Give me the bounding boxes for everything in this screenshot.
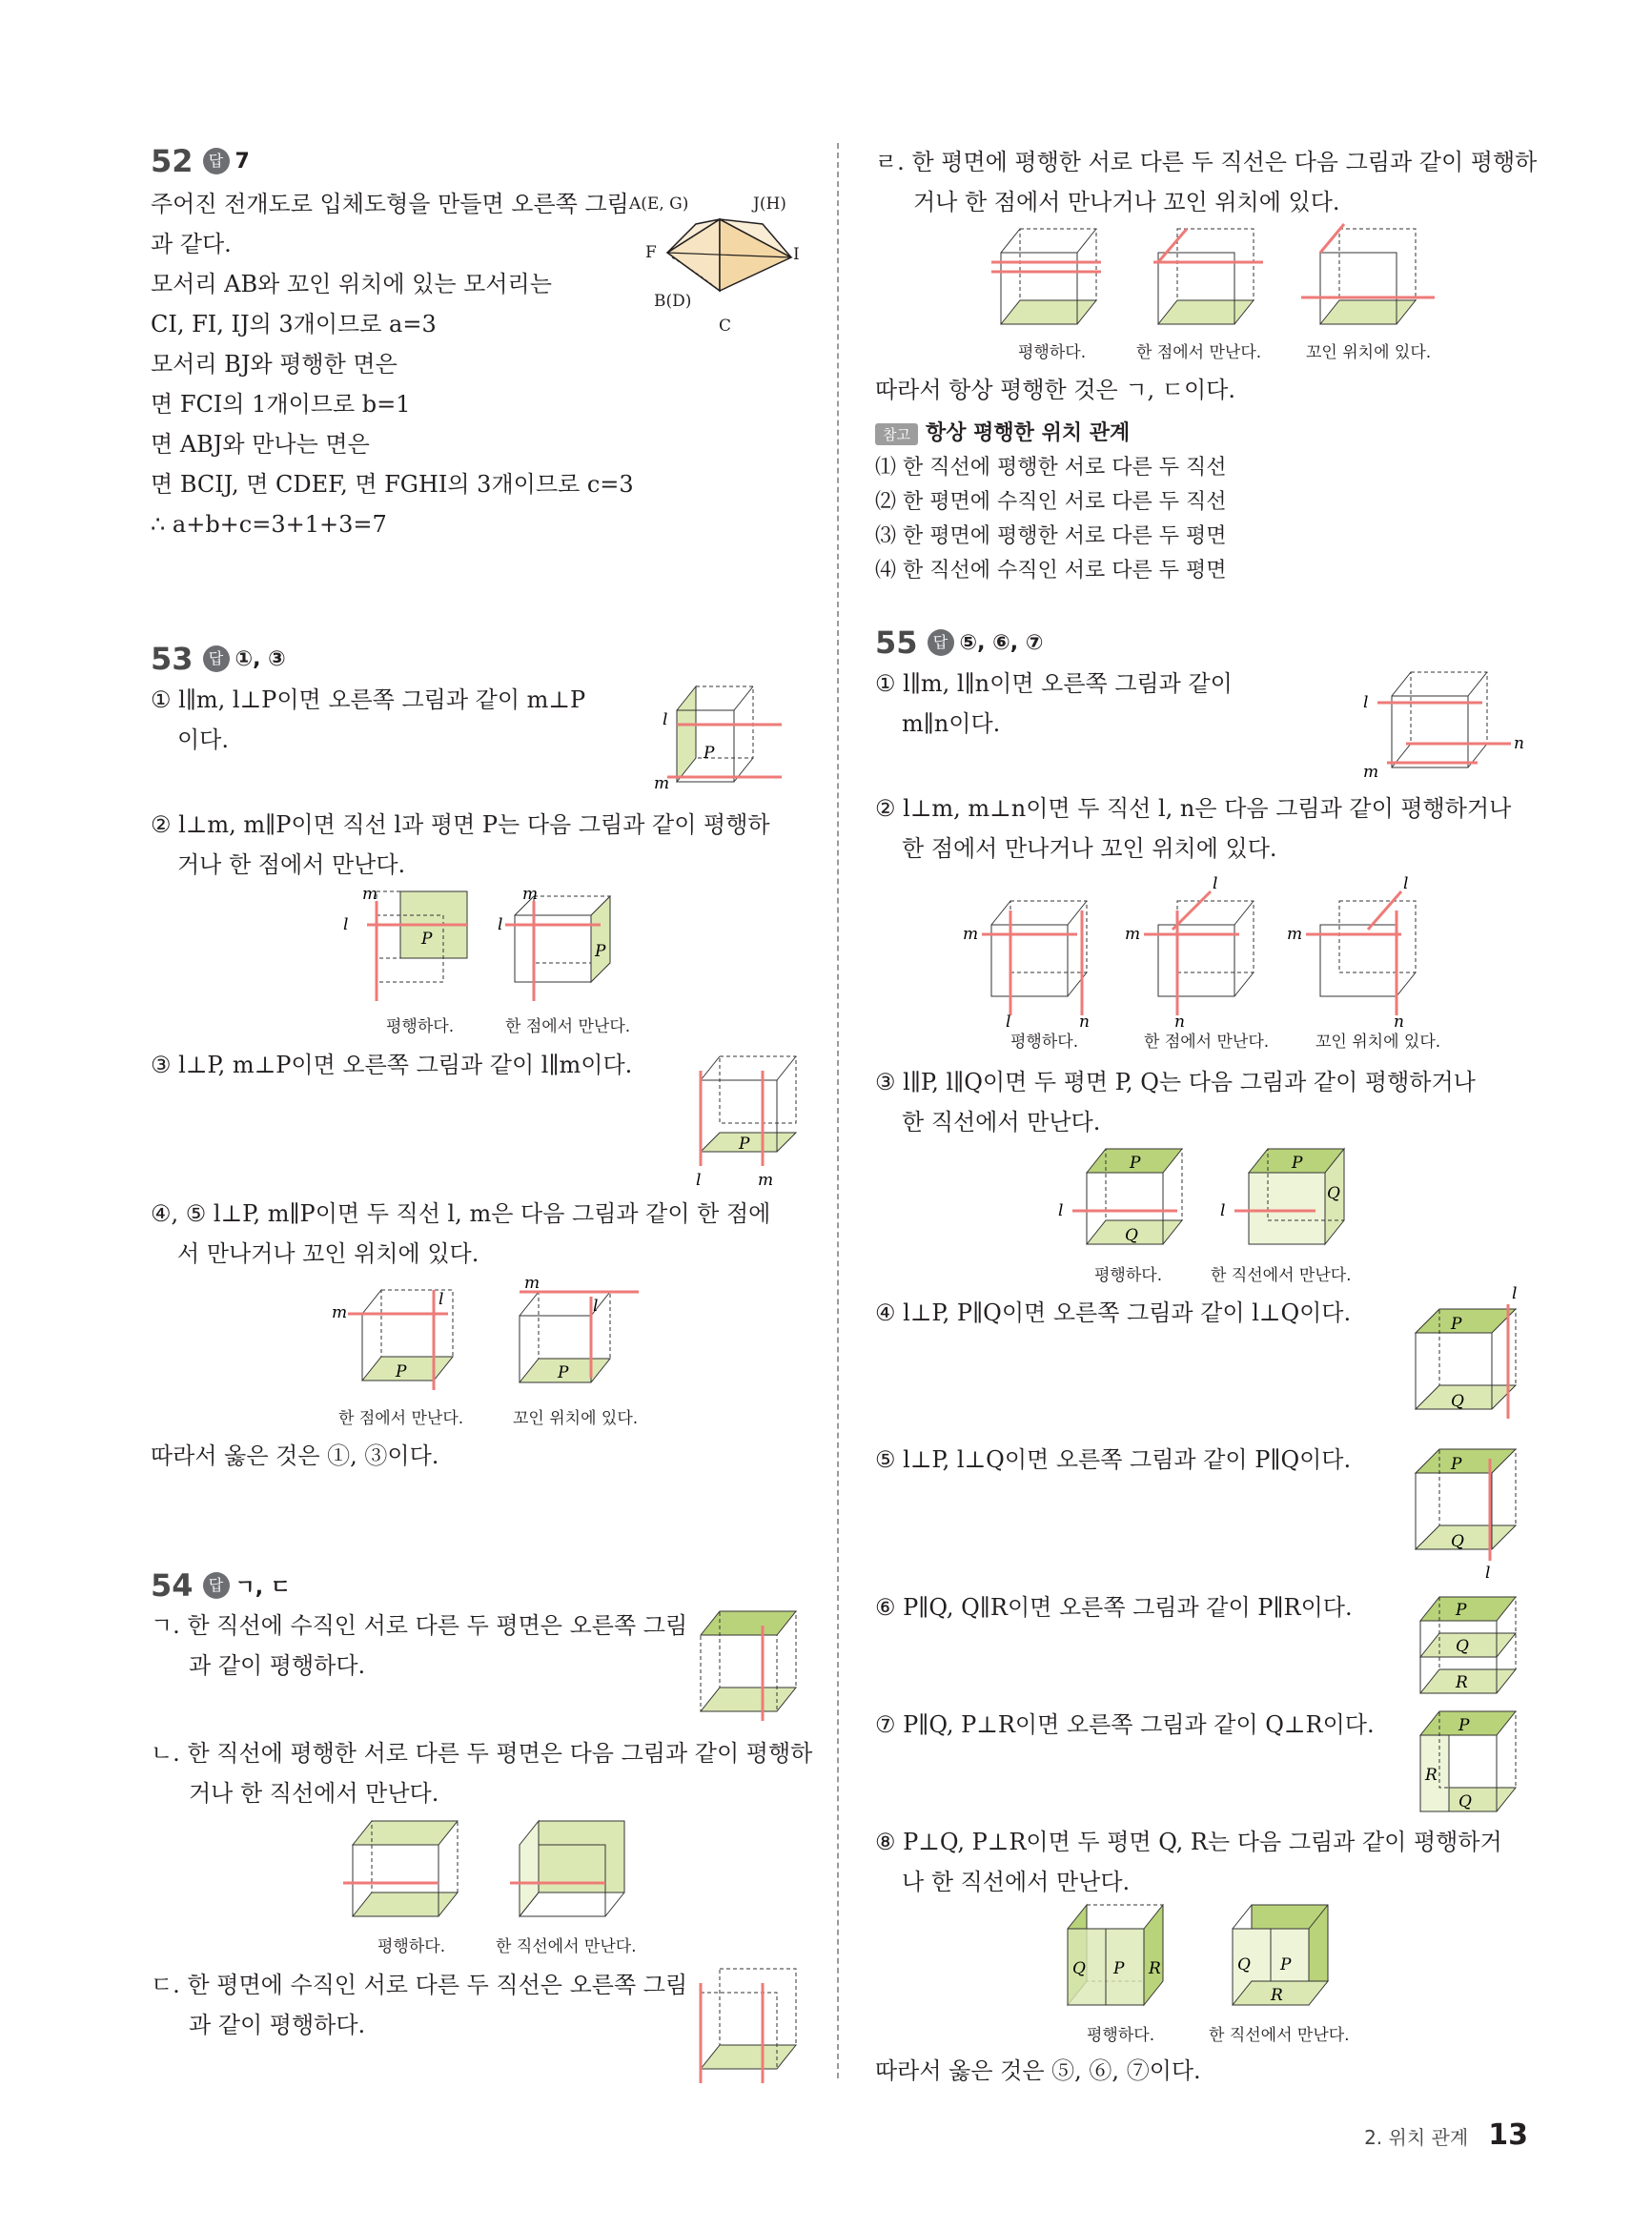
q53-cap-meet-point: 한 점에서 만난다.	[505, 1017, 631, 1036]
q53-fig-1	[654, 682, 810, 796]
q55-fig-8b	[1223, 1905, 1337, 2015]
svg-text:P: P	[1451, 1315, 1462, 1334]
q55-s2-line-2: 한 점에서 만나거나 꼬인 위치에 있다.	[902, 835, 1277, 862]
svg-text:R: R	[1271, 1986, 1283, 2005]
q55-number: 55	[875, 624, 918, 661]
svg-text:m: m	[654, 774, 670, 793]
svg-text:P: P	[1280, 1955, 1292, 1974]
q55-fig-1	[1354, 667, 1525, 782]
svg-text:m: m	[332, 1303, 348, 1322]
svg-text:m: m	[1363, 763, 1379, 782]
q52-line-5: 모서리 BJ와 평행한 면은	[151, 351, 398, 378]
q52-label-i: I	[793, 245, 800, 264]
note-box	[875, 417, 1130, 446]
q55-fig-3a	[1058, 1149, 1192, 1258]
svg-text:m: m	[362, 885, 378, 904]
svg-text:Q: Q	[1456, 1637, 1469, 1656]
q55-s1-line-2: m∥n이다.	[902, 710, 1001, 737]
q54-cap-parallel: 평행하다.	[377, 1937, 446, 1956]
svg-text:P: P	[1130, 1154, 1141, 1173]
q55-s7: ⑦ P∥Q, P⊥R이면 오른쪽 그림과 같이 Q⊥R이다.	[875, 1711, 1375, 1738]
q55-s8-line-2: 나 한 직선에서 만난다.	[902, 1869, 1131, 1895]
q53-cap-skew: 꼬인 위치에 있다.	[513, 1409, 639, 1428]
svg-text:m: m	[522, 885, 539, 904]
q52-label-f: F	[645, 243, 657, 262]
q54-c-line-1: ㄷ. 한 평면에 수직인 서로 다른 두 직선은 오른쪽 그림	[151, 1972, 688, 1998]
q54-fig-c	[691, 1969, 806, 2088]
q54-cap-d-skew: 꼬인 위치에 있다.	[1306, 343, 1432, 362]
svg-text:Q: Q	[1072, 1959, 1086, 1978]
q54-fig-d3	[1301, 229, 1444, 334]
svg-text:P: P	[1451, 1455, 1462, 1474]
q52-line-1: 주어진 전개도로 입체도형을 만들면 오른쪽 그림	[151, 191, 629, 217]
q54-fig-d1	[991, 229, 1115, 334]
q53-s3-line-1: ③ l⊥P, m⊥P이면 오른쪽 그림과 같이 l∥m이다.	[151, 1052, 633, 1078]
q55-fig-5	[1411, 1444, 1535, 1583]
q55-s2-line-1: ② l⊥m, m⊥n이면 두 직선 l, n은 다음 그림과 같이 평행하거나	[875, 795, 1512, 822]
answer-badge: 답	[203, 645, 230, 672]
svg-text:P: P	[739, 1135, 750, 1154]
q53-fig-3	[691, 1056, 806, 1190]
q52-line-6: 면 FCI의 1개이므로 b=1	[151, 391, 411, 418]
q54-conclusion: 따라서 항상 평행한 것은 ㄱ, ㄷ이다.	[875, 377, 1235, 403]
svg-text:m: m	[1287, 925, 1303, 944]
svg-text:P: P	[421, 930, 433, 949]
svg-text:P: P	[595, 942, 606, 961]
svg-text:R: R	[1456, 1673, 1468, 1692]
answer-badge: 답	[928, 629, 954, 656]
column-divider	[837, 143, 839, 2078]
q55-fig-7	[1416, 1711, 1530, 1816]
note-title: 항상 평행한 위치 관계	[925, 421, 1131, 445]
svg-text:P: P	[558, 1363, 569, 1382]
svg-text:l: l	[593, 1297, 599, 1316]
q54-cap-d-meet: 한 점에서 만난다.	[1136, 343, 1262, 362]
q55-s6: ⑥ P∥Q, Q∥R이면 오른쪽 그림과 같이 P∥R이다.	[875, 1594, 1353, 1621]
svg-text:l: l	[1213, 874, 1218, 893]
q54-fig-a	[691, 1611, 806, 1726]
svg-text:Q: Q	[1451, 1392, 1464, 1411]
svg-text:P: P	[1292, 1154, 1303, 1173]
q54-d-line-1: ㄹ. 한 평면에 평행한 서로 다른 두 직선은 다음 그림과 같이 평행하	[875, 149, 1538, 175]
q54-fig-b2	[510, 1821, 634, 1926]
note-item-4: ⑷ 한 직선에 수직인 서로 다른 두 평면	[875, 559, 1227, 583]
q54-answer: ㄱ, ㄷ	[235, 1575, 292, 1600]
q52-line-9: ∴ a+b+c=3+1+3=7	[151, 511, 387, 538]
svg-text:R: R	[1425, 1766, 1438, 1785]
svg-text:l: l	[663, 710, 668, 729]
q52-line-2: 과 같다.	[151, 231, 232, 257]
svg-text:Q: Q	[1125, 1226, 1138, 1245]
q53-s1-line-1: ① l∥m, l⊥P이면 오른쪽 그림과 같이 m⊥P	[151, 686, 586, 713]
q52-line-3: 모서리 AB와 꼬인 위치에 있는 모서리는	[151, 271, 552, 297]
q52-label-c: C	[719, 317, 732, 336]
q52-label-j: J(H)	[753, 194, 786, 214]
answer-badge: 답	[203, 148, 230, 174]
q52-line-4: CI, FI, IJ의 3개이므로 a=3	[151, 311, 437, 338]
svg-text:l: l	[498, 915, 503, 934]
svg-text:n: n	[1079, 1013, 1090, 1032]
q55-s3-line-2: 한 직선에서 만난다.	[902, 1109, 1101, 1135]
q54-header	[151, 1567, 291, 1604]
q55-fig-3b	[1220, 1149, 1354, 1258]
q53-s1-line-2: 이다.	[177, 726, 229, 753]
svg-text:P: P	[1113, 1959, 1125, 1978]
svg-text:l: l	[1512, 1284, 1518, 1303]
svg-text:l: l	[1485, 1564, 1491, 1583]
note-item-2: ⑵ 한 평면에 수직인 서로 다른 두 직선	[875, 490, 1227, 514]
svg-text:Q: Q	[1237, 1955, 1251, 1974]
q54-a-line-1: ㄱ. 한 직선에 수직인 서로 다른 두 평면은 오른쪽 그림	[151, 1612, 688, 1639]
svg-text:Q: Q	[1327, 1184, 1340, 1203]
svg-text:l: l	[1006, 1013, 1011, 1032]
q55-cap-8-parallel: 평행하다.	[1087, 2026, 1155, 2045]
q54-b-line-2: 거나 한 직선에서 만난다.	[189, 1780, 439, 1807]
q54-b-line-1: ㄴ. 한 직선에 평행한 서로 다른 두 평면은 다음 그림과 같이 평행하	[151, 1740, 813, 1767]
svg-text:l: l	[438, 1290, 444, 1309]
q53-s2-line-2: 거나 한 점에서 만난다.	[177, 851, 406, 878]
q54-a-line-2: 과 같이 평행하다.	[189, 1652, 366, 1679]
q55-fig-2c	[1287, 874, 1449, 1032]
q55-s5: ⑤ l⊥P, l⊥Q이면 오른쪽 그림과 같이 P∥Q이다.	[875, 1446, 1352, 1473]
svg-text:l: l	[696, 1171, 702, 1190]
q55-s4: ④ l⊥P, P∥Q이면 오른쪽 그림과 같이 l⊥Q이다.	[875, 1299, 1352, 1326]
svg-text:m: m	[524, 1274, 540, 1293]
q55-fig-2b	[1125, 874, 1287, 1032]
svg-text:l: l	[1363, 693, 1369, 712]
note-badge: 참고	[875, 423, 918, 445]
q52-line-8: 면 BCIJ, 면 CDEF, 면 FGHI의 3개이므로 c=3	[151, 471, 634, 498]
q55-fig-8a	[1058, 1905, 1173, 2015]
q53-fig-2b	[498, 885, 648, 1006]
q55-s1-line-1: ① l∥m, l∥n이면 오른쪽 그림과 같이	[875, 670, 1233, 697]
q55-cap-2-skew: 꼬인 위치에 있다.	[1315, 1033, 1441, 1052]
svg-text:n: n	[1174, 1013, 1185, 1032]
answer-badge: 답	[203, 1572, 230, 1599]
q52-label-a: A(E, G)	[629, 194, 689, 214]
svg-text:P: P	[1458, 1716, 1470, 1735]
q54-cap-d-parallel: 평행하다.	[1018, 343, 1087, 362]
svg-text:P: P	[704, 744, 715, 763]
q53-fig-4a	[334, 1285, 486, 1400]
q53-cap-meet-point-2: 한 점에서 만난다.	[338, 1409, 464, 1428]
q55-fig-2a	[963, 882, 1125, 1032]
q55-cap-2-meet: 한 점에서 만난다.	[1144, 1033, 1270, 1052]
svg-text:Q: Q	[1451, 1532, 1464, 1551]
q55-conclusion: 따라서 옳은 것은 ⑤, ⑥, ⑦이다.	[875, 2057, 1201, 2084]
q52-label-b: B(D)	[654, 292, 692, 311]
q55-fig-4	[1411, 1284, 1535, 1423]
q54-d-line-2: 거나 한 점에서 만나거나 꼬인 위치에 있다.	[913, 189, 1340, 215]
q55-fig-6	[1416, 1592, 1530, 1707]
page-footer	[1364, 2118, 1528, 2152]
q55-cap-2-parallel: 평행하다.	[1010, 1033, 1079, 1052]
svg-text:Q: Q	[1458, 1792, 1472, 1811]
q53-fig-4b	[505, 1274, 648, 1397]
note-item-3: ⑶ 한 평면에 평행한 서로 다른 두 평면	[875, 524, 1227, 548]
svg-text:n: n	[1394, 1013, 1404, 1032]
q55-header	[875, 624, 1043, 661]
svg-text:R: R	[1149, 1959, 1161, 1978]
svg-text:m: m	[1125, 925, 1141, 944]
svg-text:l: l	[1403, 874, 1409, 893]
q53-number: 53	[151, 641, 194, 677]
q53-cap-parallel: 평행하다.	[386, 1017, 455, 1036]
svg-text:l: l	[1220, 1201, 1226, 1220]
q53-s4-line-2: 서 만나거나 꼬인 위치에 있다.	[177, 1240, 479, 1267]
q52-line-7: 면 ABJ와 만나는 면은	[151, 431, 370, 458]
svg-text:m: m	[963, 925, 979, 944]
q55-answer: ⑤, ⑥, ⑦	[959, 630, 1044, 655]
q53-header	[151, 641, 286, 677]
q53-s2-line-1: ② l⊥m, m∥P이면 직선 l과 평면 P는 다음 그림과 같이 평행하	[151, 811, 770, 838]
q55-s3-line-1: ③ l∥P, l∥Q이면 두 평면 P, Q는 다음 그림과 같이 평행하거나	[875, 1069, 1476, 1095]
page-number: 13	[1488, 2118, 1528, 2152]
q55-cap-8-meet-line: 한 직선에서 만난다.	[1209, 2026, 1350, 2045]
svg-text:P: P	[396, 1362, 407, 1381]
q55-cap-3-meet-line: 한 직선에서 만난다.	[1211, 1266, 1352, 1285]
q54-cap-meet-line: 한 직선에서 만난다.	[496, 1937, 637, 1956]
svg-text:l: l	[343, 915, 349, 934]
q52-header	[151, 143, 250, 179]
svg-text:n: n	[1514, 734, 1524, 753]
q54-fig-b1	[343, 1821, 467, 1926]
note-item-1: ⑴ 한 직선에 평행한 서로 다른 두 직선	[875, 456, 1227, 480]
q54-fig-d2	[1149, 229, 1273, 334]
q52-answer: 7	[235, 149, 250, 174]
q53-fig-2a	[343, 885, 477, 1006]
q55-s8-line-1: ⑧ P⊥Q, P⊥R이면 두 평면 Q, R는 다음 그림과 같이 평행하거	[875, 1829, 1502, 1855]
svg-text:m: m	[758, 1171, 774, 1190]
svg-text:P: P	[1456, 1601, 1467, 1620]
svg-text:l: l	[1058, 1201, 1064, 1220]
q54-c-line-2: 과 같이 평행하다.	[189, 2012, 366, 2038]
q53-conclusion: 따라서 옳은 것은 ①, ③이다.	[151, 1442, 439, 1469]
q54-number: 54	[151, 1567, 194, 1604]
q53-answer: ①, ③	[235, 646, 286, 671]
q55-cap-3-parallel: 평행하다.	[1094, 1266, 1163, 1285]
q53-s4-line-1: ④, ⑤ l⊥P, m∥P이면 두 직선 l, m은 다음 그림과 같이 한 점에	[151, 1200, 771, 1227]
section-title: 2. 위치 관계	[1364, 2126, 1469, 2149]
q52-number: 52	[151, 143, 194, 179]
